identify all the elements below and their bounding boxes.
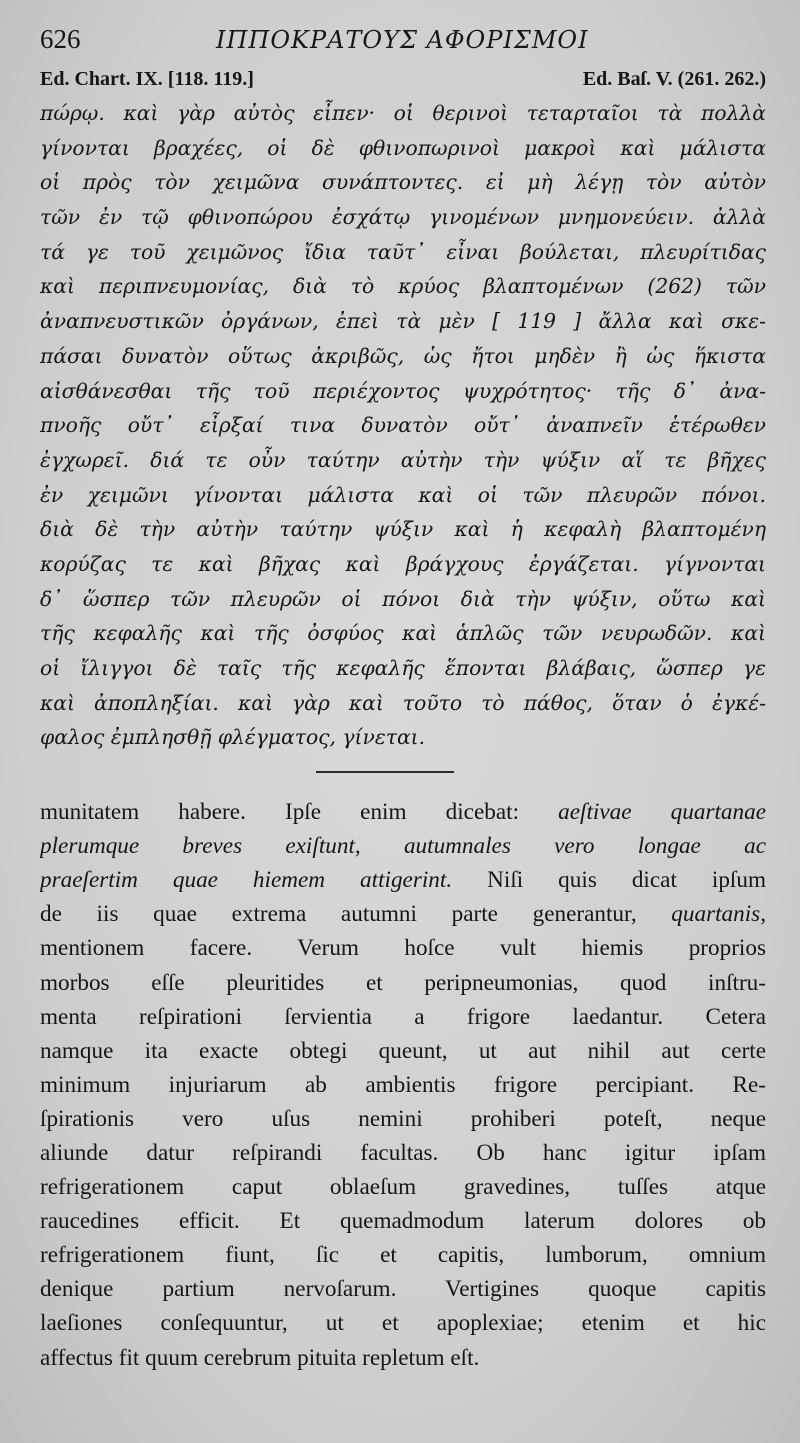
- latin-text-line: [40, 1170, 766, 1204]
- greek-text-line: ἐν χειμῶνι γίνονται μάλιστα καὶ οἱ τῶν πλευρῶν πόνοι.: [40, 482, 766, 507]
- latin-roman-segment: morbos eſſe pleuritides et peripneumonias, quod inſtru-: [40, 969, 766, 996]
- latin-text-line: [40, 863, 766, 897]
- latin-roman-segment: laeſiones conſequuntur, ut et apoplexiae; etenim et hic: [40, 1310, 766, 1337]
- latin-text-line: [40, 1068, 766, 1102]
- latin-italic-segment: praeſertim quae hiemem attigerint.: [40, 867, 453, 894]
- latin-roman-segment: namque ita exacte obtegi queunt, ut aut nihil aut certe: [40, 1037, 766, 1064]
- greek-text-line: ἀναπνευστικῶν ὀργάνων, ἐπεὶ τὰ μὲν [ 119 ] ἄλλα καὶ σκε-: [40, 309, 766, 334]
- greek-text-line: ἐγχωρεῖ. διά τε οὖν ταύτην αὐτὴν τὴν ψύξιν αἵ τε βῆχες: [40, 447, 766, 472]
- greek-text-line: οἱ ἴλιγγοι δὲ ταῖς τῆς κεφαλῆς ἕπονται βλάβαις, ὥσπερ γε: [40, 656, 766, 680]
- latin-text-line: [40, 966, 766, 1000]
- latin-italic-segment: aeſtivae quartanae: [558, 799, 766, 826]
- greek-text-line: δ᾽ ὥσπερ τῶν πλευρῶν οἱ πόνοι διὰ τὴν ψύξιν, οὕτω καὶ: [40, 586, 766, 611]
- greek-text-line: τῶν ἐν τῷ φθινοπώρου ἐσχάτῳ γινομένων μνημονεύειν. ἀλλὰ: [40, 205, 766, 230]
- latin-roman-segment: refrigerationem fiunt, ſic et capitis, lumborum, omnium: [40, 1242, 766, 1269]
- greek-text-line: τά γε τοῦ χειμῶνος ἴδια ταῦτ᾽ εἶναι βούλεται, πλευρίτιδας: [40, 239, 766, 264]
- section-divider: [316, 771, 454, 773]
- latin-text-line: [40, 795, 766, 829]
- greek-text-line: γίνονται βραχέες, οἱ δὲ φθινοπωρινοὶ μακροὶ καὶ μάλιστα: [40, 135, 766, 160]
- latin-roman-segment: munitatem habere. Ipſe enim dicebat:: [40, 799, 559, 826]
- latin-text-line: [40, 1102, 766, 1136]
- latin-italic-segment: quartanis,: [671, 901, 766, 928]
- latin-roman-segment: mentionem facere. Verum hoſce vult hiemis proprios: [40, 935, 766, 962]
- edition-chartier-reference: Ed. Chart. IX. [118. 119.]: [40, 68, 254, 90]
- greek-text-line: κορύζας τε καὶ βῆχας καὶ βράγχους ἐργάζεται. γίγνονται: [40, 551, 766, 576]
- latin-text-line: [40, 1272, 766, 1306]
- greek-text-line: οἱ πρὸς τὸν χειμῶνα συνάπτοντες. εἰ μὴ λέγῃ τὸν αὐτὸν: [40, 170, 766, 195]
- greek-text-line: καὶ ἀποπληξίαι. καὶ γὰρ καὶ τοῦτο τὸ πάθος, ὅταν ὁ ἐγκέ-: [40, 690, 766, 715]
- latin-roman-segment: affectus fit quum cerebrum pituita repletum eſt.: [40, 1344, 480, 1371]
- greek-text-line: αἰσθάνεσθαι τῆς τοῦ περιέχοντος ψυχρότητος· τῆς δ᾽ ἀνα-: [40, 378, 766, 403]
- latin-text-line: [40, 1204, 766, 1238]
- latin-roman-segment: minimum injuriarum ab ambientis frigore percipiant. Re-: [40, 1071, 766, 1098]
- latin-text-line: [40, 1238, 766, 1272]
- page-header: [40, 24, 766, 64]
- greek-text-line: πάσαι δυνατὸν οὕτως ἀκριβῶς, ὡς ἤτοι μηδὲν ἢ ὡς ἥκιστα: [40, 343, 766, 368]
- greek-text-line: καὶ περιπνευμονίας, διὰ τὸ κρύος βλαπτομένων (262) τῶν: [40, 274, 766, 299]
- edition-references: [40, 68, 766, 96]
- latin-roman-segment: refrigerationem caput oblaeſum gravedines, tuſſes atque: [40, 1174, 766, 1201]
- latin-roman-segment: menta reſpirationi ſervientia a frigore laedantur. Cetera: [40, 1003, 766, 1030]
- running-title: ΙΠΠΟΚΡΑΤΟΥΣ ΑΦΟΡΙΣΜΟΙ: [216, 26, 589, 54]
- latin-text-line: [40, 1306, 766, 1340]
- latin-text-line: [40, 829, 766, 863]
- latin-roman-segment: raucedines efficit. Et quemadmodum laterum dolores ob: [40, 1208, 766, 1235]
- page-number: 626: [40, 24, 81, 54]
- latin-text-line: [40, 1136, 766, 1170]
- greek-text-line: τῆς κεφαλῆς καὶ τῆς ὀσφύος καὶ ἁπλῶς τῶν νευρωδῶν. καὶ: [40, 621, 766, 646]
- latin-roman-segment: Niſi quis dicat ipſum: [452, 867, 766, 894]
- greek-text-line: φαλος ἐμπλησθῇ φλέγματος, γίνεται.: [40, 725, 426, 750]
- latin-roman-segment: aliunde datur reſpirandi facultas. Ob hanc igitur ipſam: [40, 1140, 766, 1166]
- latin-text-line: [40, 897, 766, 931]
- greek-text-block: [40, 96, 766, 755]
- greek-text-line: πνοῆς οὔτ᾽ εἶρξαί τινα δυνατὸν οὔτ᾽ ἀναπνεῖν ἑτέρωθεν: [40, 413, 766, 438]
- greek-text-line: πώρῳ. καὶ γὰρ αὐτὸς εἶπεν· οἱ θερινοὶ τεταρταῖοι τὰ πολλὰ: [40, 101, 766, 125]
- latin-italic-segment: plerumque breves exiſtunt, autumnales vero longae ac: [40, 833, 766, 860]
- edition-basel-reference: Ed. Baſ. V. (261. 262.): [582, 68, 766, 90]
- latin-text-line: [40, 1000, 766, 1034]
- latin-text-line: [40, 1034, 766, 1068]
- latin-text-line: [40, 931, 766, 965]
- latin-translation-block: [40, 795, 766, 1375]
- latin-text-line: [40, 1341, 766, 1375]
- greek-text-line: διὰ δὲ τὴν αὐτὴν ταύτην ψύξιν καὶ ἡ κεφαλὴ βλαπτομένη: [40, 517, 766, 542]
- latin-roman-segment: de iis quae extrema autumni parte generantur,: [40, 901, 672, 928]
- latin-roman-segment: denique partium nervoſarum. Vertigines quoque capitis: [40, 1276, 766, 1303]
- latin-roman-segment: ſpirationis vero uſus nemini prohiberi poteſt, neque: [40, 1105, 766, 1132]
